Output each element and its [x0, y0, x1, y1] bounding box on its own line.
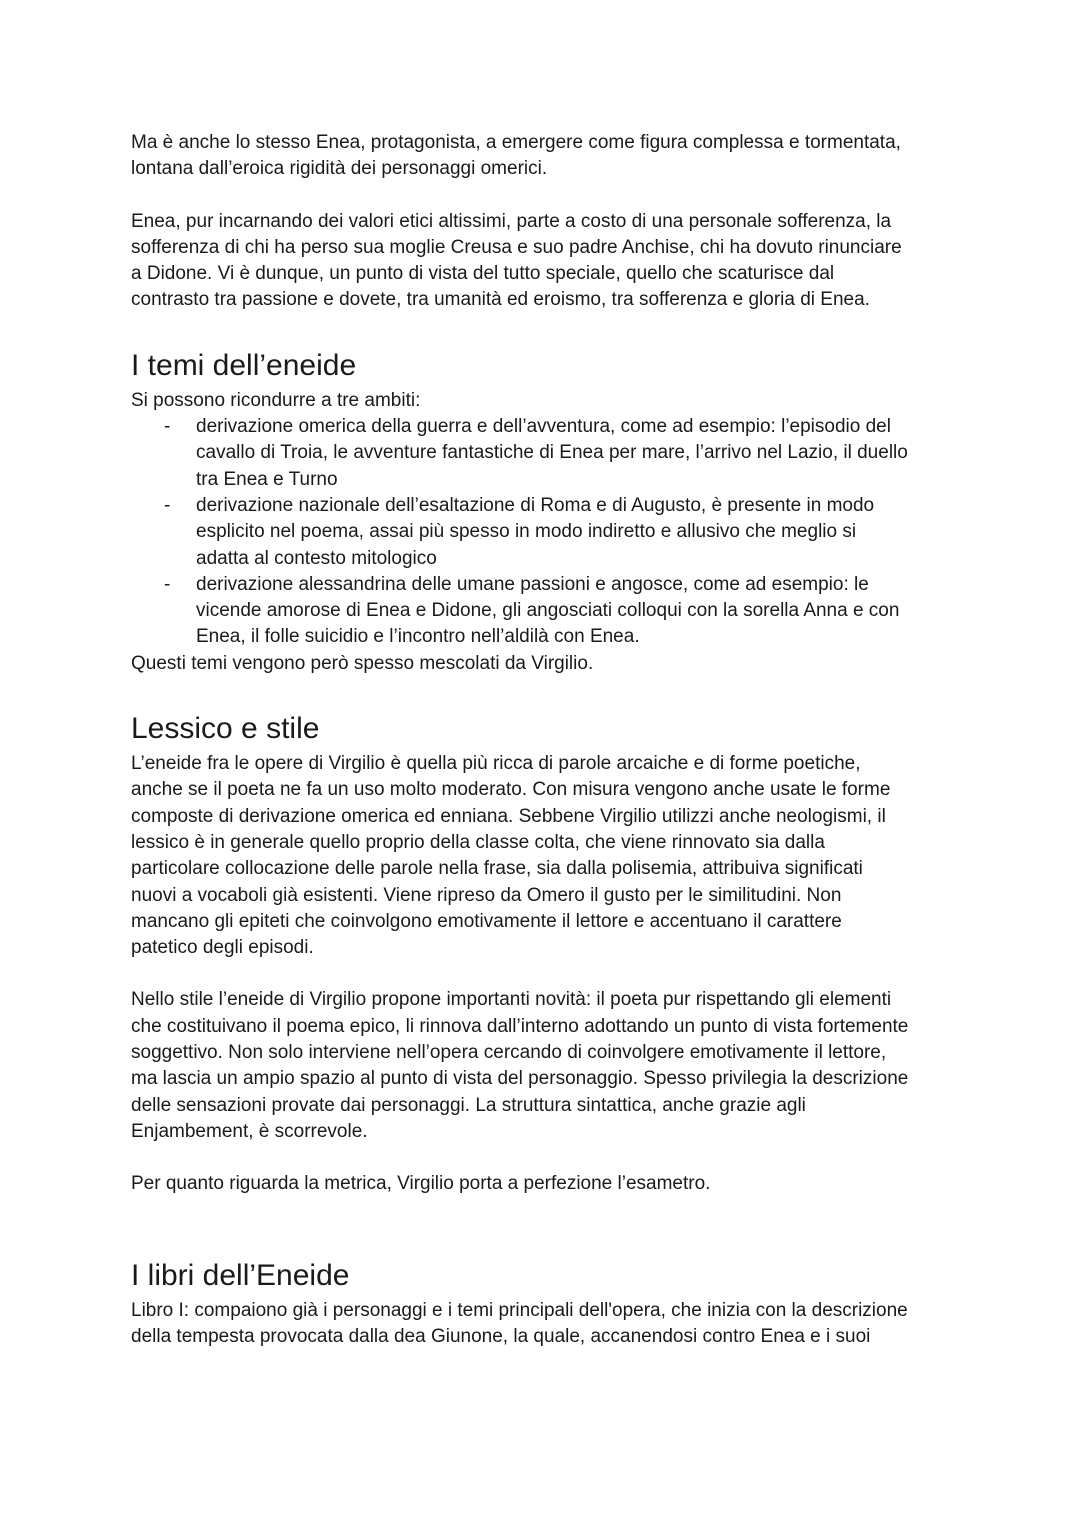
intro-paragraph-2: [131, 209, 950, 314]
lessico-paragraph-2: Nello stile l’eneide di Virgilio propone importanti novità: il poeta pur rispettando gli elementi che costituivano il poema epico, li rinnova dall’interno adottando un punto di vista fortemente soggettivo. Non solo interviene nell’opera cercando di coinvolgere emotivamente il lettore, ma lascia un ampio spazio al punto di vista del personaggio. Spesso privilegia la descrizione delle sensazioni provate dai personaggi. La struttura sintattica, anche grazie agli Enjambement, è scorrevole.: [131, 989, 909, 1142]
libri-paragraph-1: Libro I: compaiono già i personaggi e i temi principali dell'opera, che inizia con la descrizione della tempesta provocata dalla dea Giunone, la quale, accanendosi contro Enea e i suoi: [131, 1299, 908, 1347]
temi-intro: Si possono ricondurre a tre ambiti:: [131, 389, 421, 411]
intro-paragraph-1: [131, 130, 950, 183]
section-heading-temi: I temi dell’eneide: [131, 348, 357, 382]
text-line: Ma è anche lo stesso Enea, protagonista, a emergere come figura complessa e tormentata,: [131, 132, 901, 153]
section-heading-libri: I libri dell’Eneide: [131, 1258, 350, 1292]
text-line: contrasto tra passione e dovete, tra umanità ed eroismo, tra sofferenza e gloria di Enea.: [131, 289, 870, 311]
lessico-paragraph-1: L’eneide fra le opere di Virgilio è quella più ricca di parole arcaiche e di forme poetiche, anche se il poeta ne fa un uso molto moderato. Con misura vengono anche usate le forme composte di derivazione omerica ed enniana. Sebbene Virgilio utilizzi anche neologismi, il lessico è in generale quello proprio della classe colta, che viene rinnovato sia dalla particolare collocazione delle parole nella frase, sia dalla polisemia, attribuiva significati nuovi a vocaboli già esistenti. Viene ripreso da Omero il gusto per le similitudini. Non mancano gli epiteti che coinvolgono emotivamente il lettore e accentuano il carattere patetico degli episodi.: [131, 753, 891, 959]
text-line: Enea, pur incarnando dei valori etici altissimi, parte a costo di una personale sofferenza, la: [131, 210, 892, 232]
lessico-paragraph-3: Per quanto riguarda la metrica, Virgilio porta a perfezione l’esametro.: [131, 1173, 711, 1195]
text-line: a Didone. Vi è dunque, un punto di vista del tutto speciale, quello che scaturisce dal: [131, 263, 835, 285]
temi-outro: Questi temi vengono però spesso mescolati da Virgilio.: [131, 652, 594, 674]
text-line: sofferenza di chi ha perso sua moglie Creusa e suo padre Anchise, chi ha dovuto rinunciare: [131, 236, 902, 258]
temi-list: [131, 414, 950, 651]
list-item: - derivazione alessandrina delle umane passioni e angosce, come ad esempio: le vicende amorose di Enea e Didone, gli angosciati colloqui con la sorella Anna e con Enea, il folle suicidio e l’incontro nell’aldilà con Enea.: [164, 573, 900, 648]
bullet-dash: -: [164, 416, 171, 438]
list-item: - derivazione nazionale dell’esaltazione di Roma e di Augusto, è presente in modo esplicito nel poema, assai più spesso in modo indiretto e allusivo che meglio si adatta al contesto mitologico: [164, 494, 875, 569]
text-line: lontana dall’eroica rigidità dei personaggi omerici.: [131, 158, 548, 180]
section-heading-lessico: Lessico e stile: [131, 712, 320, 746]
bullet-dash: -: [164, 573, 171, 595]
list-item: - derivazione omerica della guerra e dell’avventura, come ad esempio: l’episodio del cavallo di Troia, le avventure fantastiche di Enea per mare, l’arrivo nel Lazio, il duello tra Enea e Turno: [164, 416, 908, 490]
bullet-dash: -: [164, 494, 171, 516]
